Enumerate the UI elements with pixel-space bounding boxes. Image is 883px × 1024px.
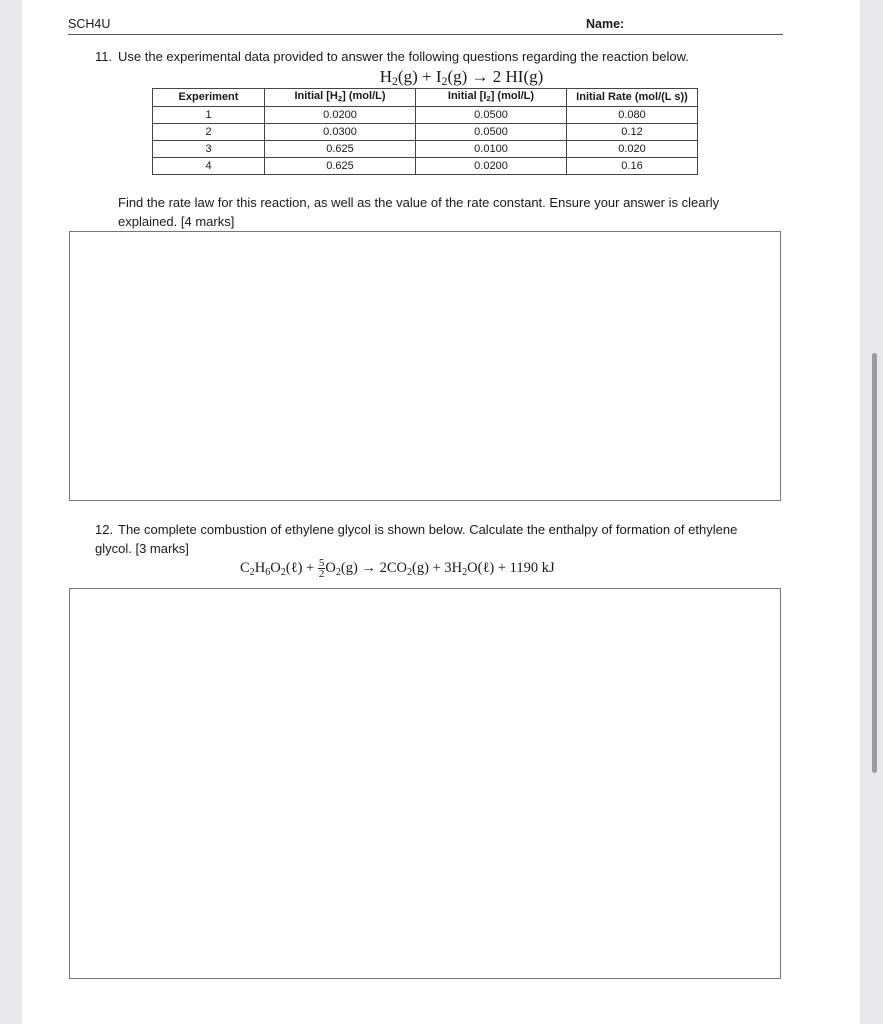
column-header: Experiment — [153, 89, 265, 107]
column-header: Initial Rate (mol/(L s)) — [567, 89, 698, 107]
name-label: Name: — [586, 17, 625, 31]
question-prompt: The complete combustion of ethylene glycol is shown below. Calculate the enthalpy of formation of ethylene glycol. [3 marks] — [95, 522, 738, 556]
table-row: 4 0.625 0.0200 0.16 — [153, 158, 698, 175]
course-code: SCH4U — [68, 17, 111, 31]
question-number: 11. — [95, 49, 113, 64]
question-prompt: Use the experimental data provided to answer the following questions regarding the reaction below. — [118, 49, 689, 64]
reaction-equation: $H_2(g) + I_2(g) \to 2$ HI(g) — [379, 67, 544, 88]
question-11-task: Find the rate law for this reaction, as well as the value of the rate constant. Ensure your answer is clearly explained. [4 marks] — [118, 195, 720, 229]
answer-box-q12[interactable] — [69, 588, 781, 979]
column-header: Initial [I2] (mol/L) — [416, 89, 567, 107]
question-12 — [95, 520, 775, 558]
question-number: 12. — [95, 522, 114, 537]
table-row: 2 0.0300 0.0500 0.12 — [153, 124, 698, 141]
experimental-data-table — [152, 88, 698, 175]
table-row: 1 0.0200 0.0500 0.080 — [153, 107, 698, 124]
vertical-scrollbar[interactable] — [872, 353, 877, 773]
answer-box-q11[interactable] — [69, 231, 781, 501]
table-header-row — [153, 89, 698, 107]
table-row: 3 0.625 0.0100 0.020 — [153, 141, 698, 158]
page-header — [68, 17, 783, 35]
column-header: Initial [H2] (mol/L) — [265, 89, 416, 107]
question-11 — [95, 47, 795, 66]
fraction: $\frac{5}{2}$ — [318, 557, 325, 580]
combustion-equation: $C_2H_6O_2(\ell)$ + $\frac{5}{2}$ $O_2(g) \to 2CO_2(g)$ + $3H_2O(\ell) + 1190$ kJ — [240, 557, 555, 580]
